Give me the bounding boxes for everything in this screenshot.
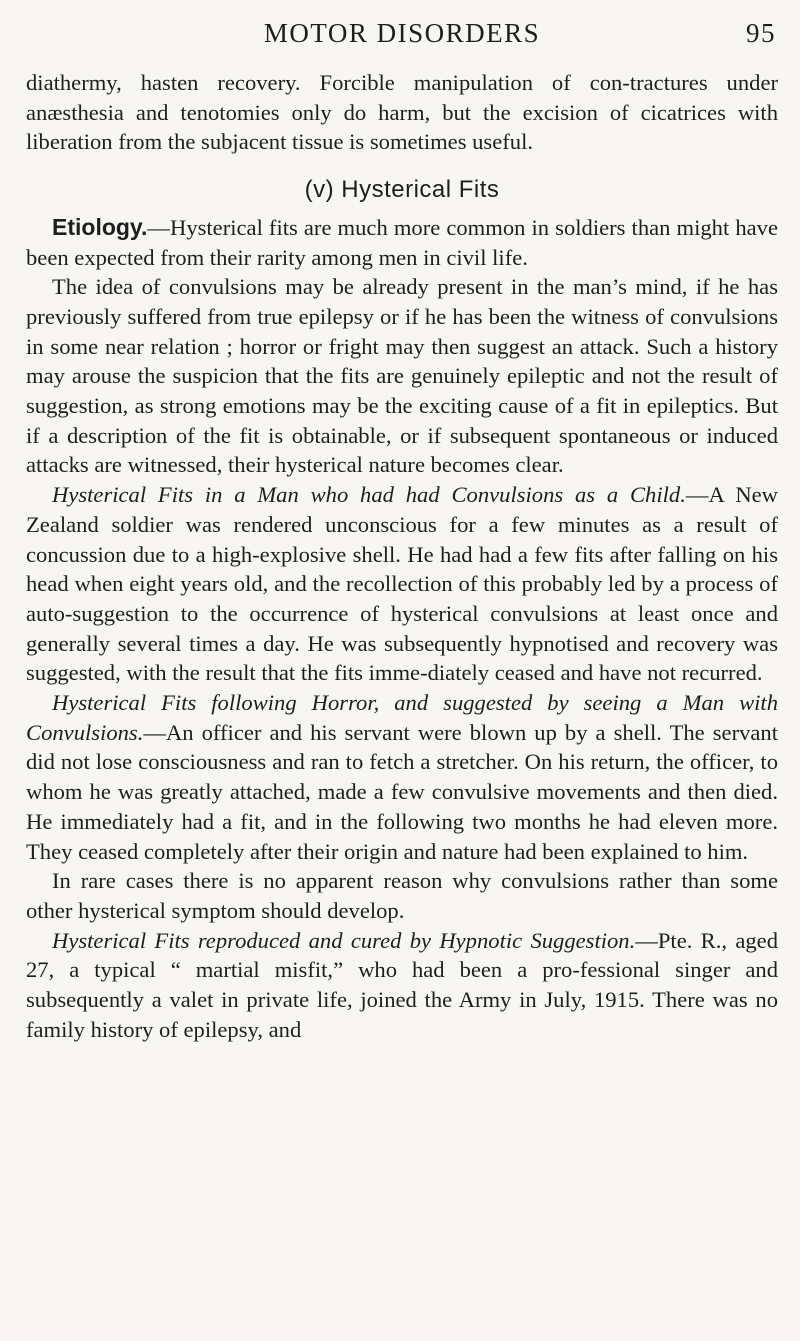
paragraph-continuation: diathermy, hasten recovery. Forcible manipulation of con-tractures under anæsthesia and tenotomies only do harm, but the excision of cicatrices with liberation from the subjacent tissue is sometimes useful.	[26, 70, 778, 155]
etiology-label: Etiology.	[52, 213, 148, 240]
book-page	[26, 18, 778, 1328]
page-number: 95	[746, 18, 776, 48]
section-heading: (v) Hysterical Fits	[304, 176, 500, 204]
case-hypnotic-text: —Pte. R., aged 27, a typical “ martial misfit,” who had been a pro-fessional singer and subsequently a valet in private life, joined the Army in July, 1915. There was no family history of epilepsy, and	[26, 927, 778, 1042]
paragraph-rare-cases: In rare cases there is no apparent reason why convulsions rather than some other hysterical symptom should develop.	[26, 868, 778, 923]
etiology-text: —Hysterical fits are much more common in soldiers than might have been expected from their rarity among men in civil life.	[26, 214, 778, 270]
case-child-title: Hysterical Fits in a Man who had had Convulsions as a Child.	[52, 482, 686, 508]
case-child-text: —A New Zealand soldier was rendered unconscious for a few minutes as a result of concussion due to a high-explosive shell. He had had a few fits after falling on his head when eight years old, and the recollection of this probably led by a process of auto-suggestion to the occurrence of hysterical convulsions at least once and generally several times a day. He was subsequently hypnotised and recovery was suggested, with the result that the fits imme-diately ceased and have not recurred.	[26, 482, 778, 686]
case-hypnotic-title: Hysterical Fits reproduced and cured by Hypnotic Suggestion.	[52, 927, 636, 953]
paragraph-case-hypnotic	[26, 926, 778, 1045]
paragraph-case-horror	[26, 688, 778, 866]
running-title: MOTOR DISORDERS	[263, 18, 541, 48]
paragraph-case-child	[26, 480, 778, 688]
paragraph-etiology	[26, 213, 778, 272]
running-head	[26, 18, 778, 68]
paragraph-idea-of-convulsions: The idea of convulsions may be already present in the man’s mind, if he has previously suffered from true epilepsy or if he has been the witness of convulsions in some near relation ; horror or fright may then suggest an attack. Such a history may arouse the suspicion that the fits are genuinely epileptic and not the result of suggestion, as strong emotions may be the exciting cause of a fit in epileptics. But if a description of the fit is obtainable, or if subsequent spontaneous or induced attacks are witnessed, their hysterical nature becomes clear.	[26, 274, 778, 478]
case-horror-title: Hysterical Fits following Horror, and suggested by seeing a Man with Convulsions.	[26, 690, 778, 745]
body-text	[26, 68, 778, 1045]
case-horror-text: —An officer and his servant were blown up by a shell. The servant did not lose consciousness and ran to fetch a stretcher. On his return, the officer, to whom he was greatly attached, made a few convulsive movements and then died. He immediately had a fit, and in the following two months he had eleven more. They ceased completely after their origin and nature had been explained to him.	[26, 719, 778, 864]
